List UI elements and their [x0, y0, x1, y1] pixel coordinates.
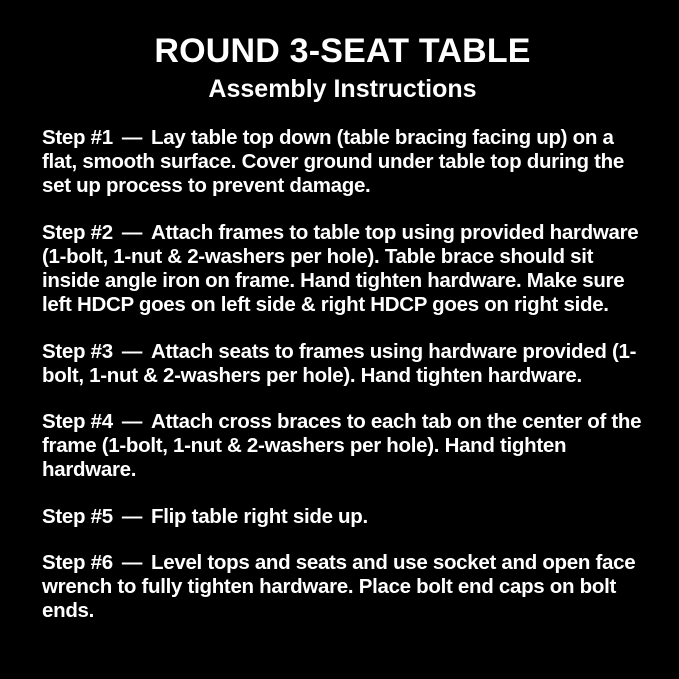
step-separator: —: [121, 220, 143, 244]
step-text: Attach seats to frames using hardware provided (1-bolt, 1-nut & 2-washers per hole). Hand tighten hardware.: [42, 339, 637, 387]
step-item-1: [42, 126, 643, 199]
step-item-4: [42, 410, 643, 483]
step-text: Level tops and seats and use socket and open face wrench to fully tighten hardware. Place bolt end caps on bolt ends.: [42, 550, 636, 623]
step-text: Attach frames to table top using provided hardware (1-bolt, 1-nut & 2-washers per hole). Table brace should sit inside angle iron on frame. Hand tighten hardware. Make sure left HDCP goes on left side & right HDCP goes on right side.: [42, 220, 639, 317]
step-separator: —: [121, 409, 143, 433]
step-item-3: [42, 340, 643, 388]
step-text: Attach cross braces to each tab on the center of the frame (1-bolt, 1-nut & 2-washers per hole). Hand tighten hardware.: [42, 409, 642, 482]
step-item-6: [42, 551, 643, 624]
steps-list: [42, 126, 643, 623]
step-separator: —: [121, 550, 143, 574]
step-item-5: [42, 505, 643, 529]
step-label: Step #3: [42, 339, 113, 363]
step-label: Step #4: [42, 409, 113, 433]
step-item-2: [42, 221, 643, 318]
page-subtitle: Assembly Instructions: [208, 75, 477, 104]
step-label: Step #6: [42, 550, 113, 574]
step-text: Lay table top down (table bracing facing up) on a flat, smooth surface. Cover ground under table top during the set up process to prevent damage.: [42, 126, 624, 198]
step-separator: —: [121, 504, 143, 528]
step-label: Step #2: [42, 220, 113, 244]
step-separator: —: [121, 339, 143, 363]
step-separator: —: [121, 126, 143, 150]
step-label: Step #5: [42, 504, 113, 528]
page-title: ROUND 3-SEAT TABLE: [154, 32, 531, 70]
step-text: Flip table right side up.: [151, 504, 368, 528]
step-label: Step #1: [42, 126, 113, 150]
